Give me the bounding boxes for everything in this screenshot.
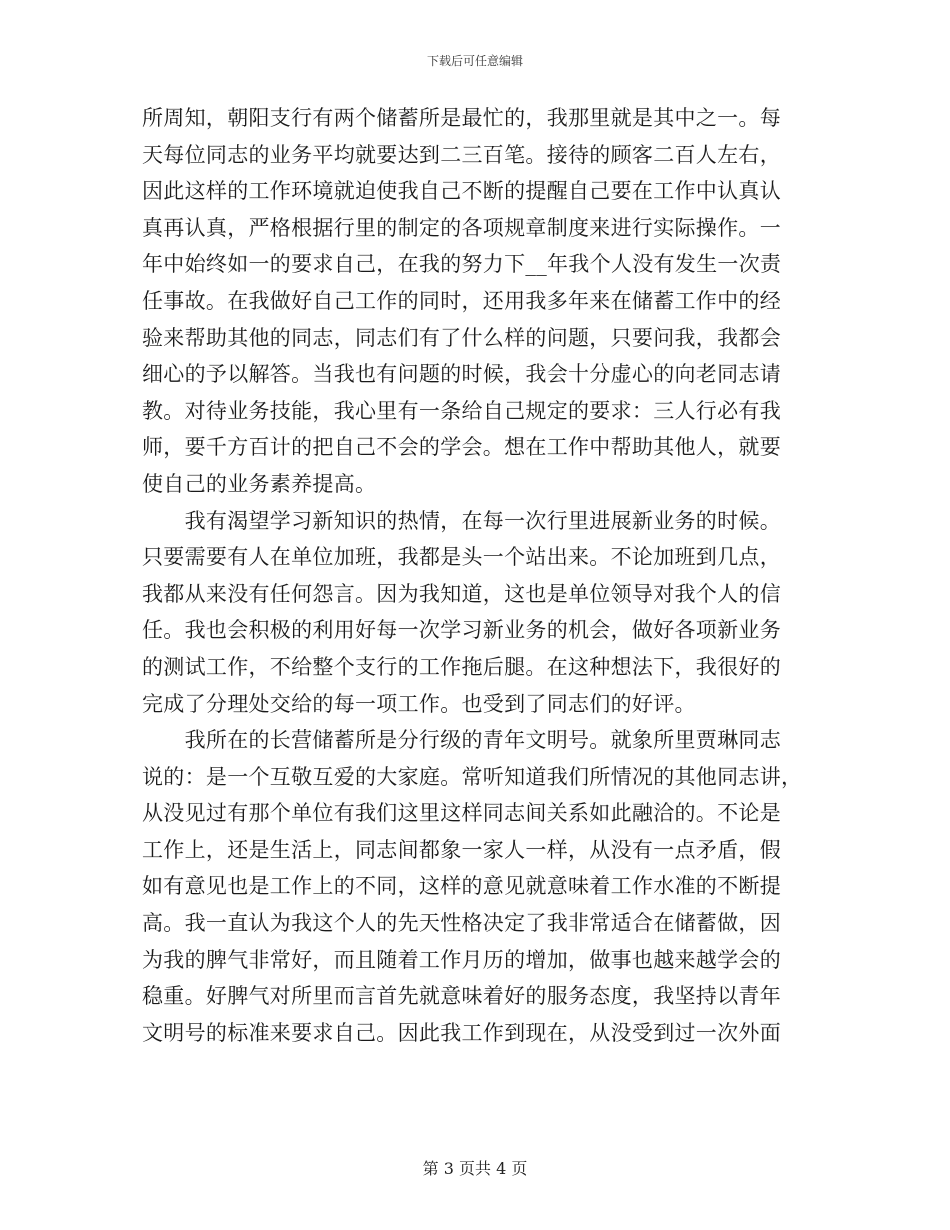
- page-number-footer: 第 3 页共 4 页: [422, 1159, 528, 1178]
- text-line: 我所在的长营储蓄所是分行级的青年文明号。就象所里贾琳同志: [142, 728, 781, 753]
- text-line: 所周知，朝阳支行有两个储蓄所是最忙的，我那里就是其中之一。每: [142, 106, 781, 130]
- text-line: 我有渴望学习新知识的热情，在每一次行里进展新业务的时候。: [142, 508, 781, 533]
- text-line: 为我的脾气非常好，而且随着工作月历的增加，做事也越来越学会的: [142, 947, 781, 972]
- text-line: 完成了分理处交给的每一项工作。也受到了同志们的好评。: [142, 691, 696, 716]
- text-line: 使自己的业务素养提高。: [142, 471, 377, 496]
- text-line: 我都从来没有任何怨言。因为我知道，这也是单位领导对我个人的信: [142, 581, 781, 606]
- text-line: 高。我一直认为我这个人的先天性格决定了我非常适合在储蓄做，因: [142, 911, 781, 936]
- text-line: 任事故。在我做好自己工作的同时，还用我多年来在储蓄工作中的经: [142, 288, 781, 313]
- text-line: 任。我也会积极的利用好每一次学习新业务的机会，做好各项新业务: [142, 618, 781, 643]
- text-line: 的测试工作，不给整个支行的工作拖后腿。在这种想法下，我很好的: [142, 654, 781, 679]
- text-line: 如有意见也是工作上的不同，这样的意见就意味着工作水准的不断提: [142, 874, 781, 899]
- text-line: 验来帮助其他的同志，同志们有了什么样的问题，只要问我，我都会: [142, 325, 781, 350]
- text-line: 因此这样的工作环境就迫使我自己不断的提醒自己要在工作中认真认: [142, 179, 781, 204]
- page-header-note: 下载后可任意编辑: [426, 54, 523, 68]
- text-line: 教。对待业务技能，我心里有一条给自己规定的要求：三人行必有我: [142, 398, 781, 423]
- text-line: 天每位同志的业务平均就要达到二三百笔。接待的顾客二百人左右，: [142, 142, 781, 167]
- text-line: 从没见过有那个单位有我们这里这样同志间关系如此融洽的。不论是: [142, 801, 781, 826]
- text-line: 只要需要有人在单位加班，我都是头一个站出来。不论加班到几点，: [142, 545, 781, 570]
- text-line: 文明号的标准来要求自己。因此我工作到现在，从没受到过一次外面: [142, 1020, 781, 1045]
- document-body: [142, 100, 802, 1051]
- text-line: 工作上，还是生活上，同志间都象一家人一样，从没有一点矛盾，假: [142, 837, 781, 862]
- text-line: 真再认真，严格根据行里的制定的各项规章制度来进行实际操作。一: [142, 215, 781, 240]
- text-line: 细心的予以解答。当我也有问题的时候，我会十分虚心的向老同志请: [142, 362, 781, 387]
- text-line: 年中始终如一的要求自己，在我的努力下__年我个人没有发生一次责: [142, 252, 782, 277]
- text-line: 稳重。好脾气对所里而言首先就意味着好的服务态度，我坚持以青年: [142, 984, 781, 1009]
- text-line: 说的：是一个互敬互爱的大家庭。常听知道我们所情况的其他同志讲，: [142, 764, 803, 789]
- text-line: 师，要千方百计的把自己不会的学会。想在工作中帮助其他人，就要: [142, 435, 781, 460]
